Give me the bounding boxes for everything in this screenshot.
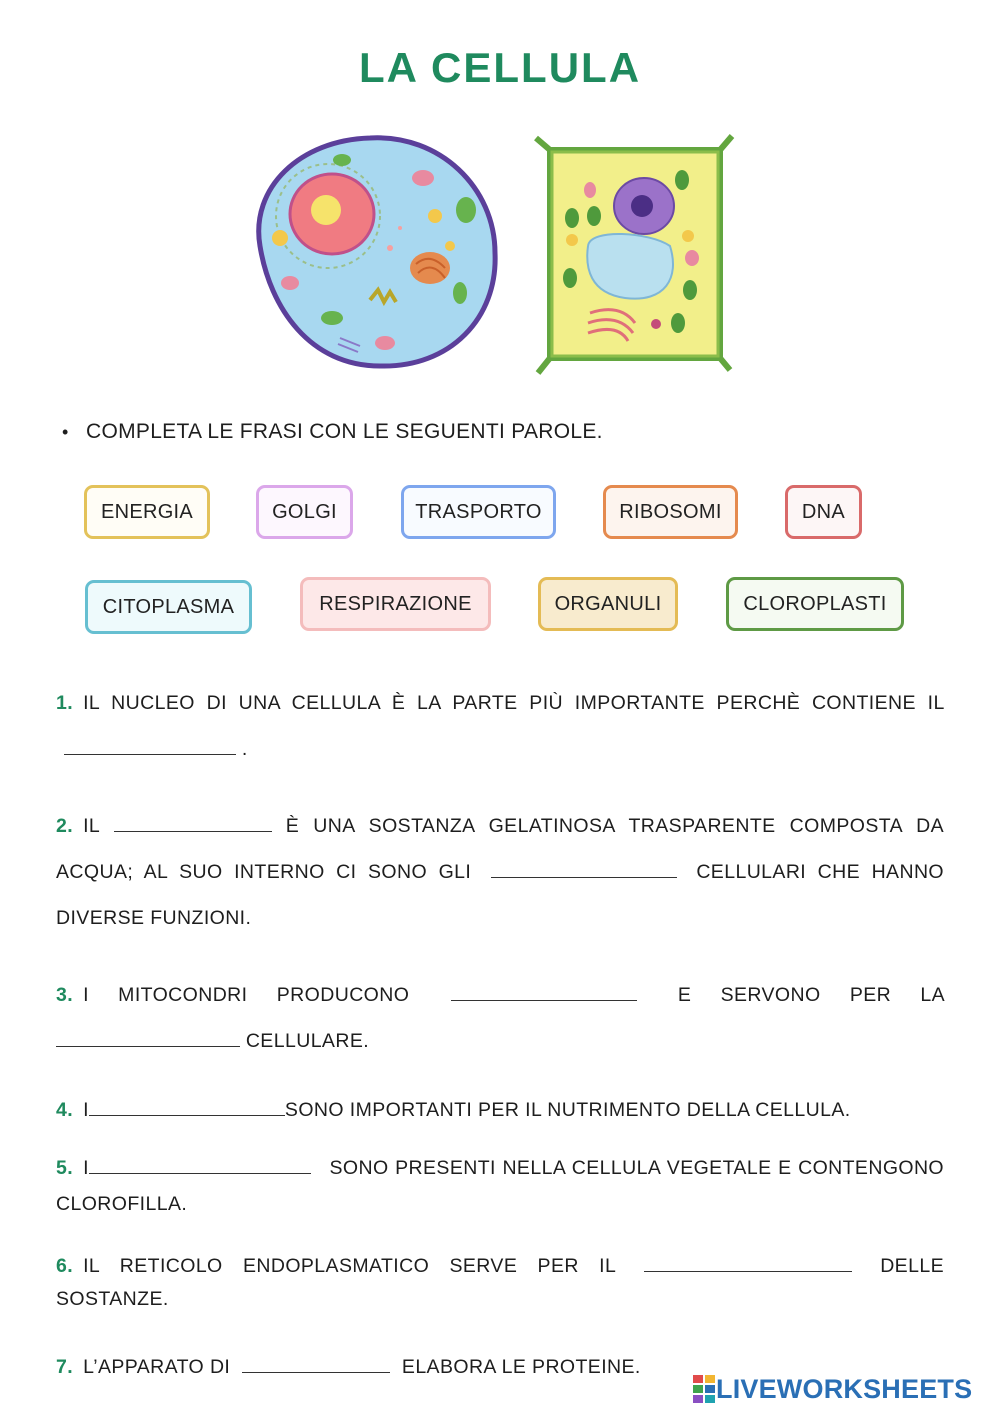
question-text: I [83, 1157, 89, 1179]
instruction-text: COMPLETA LE FRASI CON LE SEGUENTI PAROLE. [86, 420, 603, 443]
page-title: LA CELLULA [358, 44, 642, 91]
word-chip-citoplasma[interactable]: CITOPLASMA [85, 580, 252, 634]
word-chip-trasporto[interactable]: TRASPORTO [401, 485, 556, 539]
question-1 [56, 680, 944, 772]
question-number: 7. [56, 1356, 74, 1378]
word-chip-cloroplasti[interactable]: CLOROPLASTI [726, 577, 904, 631]
question-text: SONO PRESENTI NELLA CELLULA VEGETALE E CONTENGONO CLOROFILLA. [56, 1157, 945, 1215]
question-text: CELLULARE. [245, 1030, 370, 1052]
plant-cell-icon [536, 136, 732, 373]
question-text: IL RETICOLO ENDOPLASMATICO SERVE PER IL [83, 1255, 616, 1277]
answer-blank-1[interactable] [64, 736, 236, 755]
cells-illustration [240, 128, 750, 378]
question-text: E SERVONO PER LA [677, 984, 944, 1006]
question-text: IL NUCLEO DI UNA CELLULA È LA PARTE PIÙ IMPORTANTE PERCHÈ CONTIENE IL [83, 692, 944, 714]
question-number: 3. [56, 984, 74, 1006]
question-number: 2. [56, 815, 74, 837]
question-3 [56, 972, 944, 1064]
word-chip-respirazione[interactable]: RESPIRAZIONE [300, 577, 491, 631]
instruction [62, 420, 603, 444]
question-number: 1. [56, 692, 74, 714]
bullet: • [62, 422, 69, 442]
answer-blank-3b[interactable] [56, 1028, 240, 1047]
question-text: IL [83, 815, 100, 837]
animal-cell-icon [259, 138, 495, 366]
question-number: 5. [56, 1157, 74, 1179]
brand-name: LIVEWORKSHEETS [716, 1373, 973, 1404]
answer-blank-3a[interactable] [451, 982, 637, 1001]
question-text: CELLULARI CHE HANNO DIVERSE FUNZIONI. [56, 861, 944, 929]
answer-blank-6[interactable] [644, 1253, 852, 1272]
liveworksheets-brand[interactable] [692, 1372, 972, 1406]
question-text: . [241, 738, 248, 760]
word-chip-ribosomi[interactable]: RIBOSOMI [603, 485, 738, 539]
word-chip-golgi[interactable]: GOLGI [256, 485, 353, 539]
answer-blank-5[interactable] [89, 1155, 311, 1174]
answer-blank-7[interactable] [242, 1354, 390, 1373]
question-text: L’APPARATO DI [83, 1356, 231, 1378]
question-5 [56, 1150, 944, 1222]
question-4 [56, 1087, 944, 1133]
word-chip-dna[interactable]: DNA [785, 485, 862, 539]
question-text: SONO IMPORTANTI PER IL NUTRIMENTO DELLA CELLULA. [284, 1099, 851, 1121]
word-chip-energia[interactable]: ENERGIA [84, 485, 210, 539]
question-text: I MITOCONDRI PRODUCONO [83, 984, 410, 1006]
answer-blank-2a[interactable] [114, 813, 272, 832]
question-text: È UNA SOSTANZA GELATINOSA TRASPARENTE COMPOSTA DA ACQUA; AL SUO INTERNO CI SONO GLI [56, 815, 944, 883]
liveworksheets-logo-icon [692, 1374, 716, 1404]
question-number: 6. [56, 1255, 74, 1277]
answer-blank-4[interactable] [89, 1097, 285, 1116]
question-text: DELLE SOSTANZE. [56, 1255, 944, 1310]
question-2 [56, 803, 944, 941]
question-number: 4. [56, 1099, 74, 1121]
answer-blank-2b[interactable] [491, 859, 677, 878]
word-chip-organuli[interactable]: ORGANULI [538, 577, 678, 631]
question-text: I [83, 1099, 89, 1121]
question-text: ELABORA LE PROTEINE. [401, 1356, 641, 1378]
question-6 [56, 1250, 944, 1316]
